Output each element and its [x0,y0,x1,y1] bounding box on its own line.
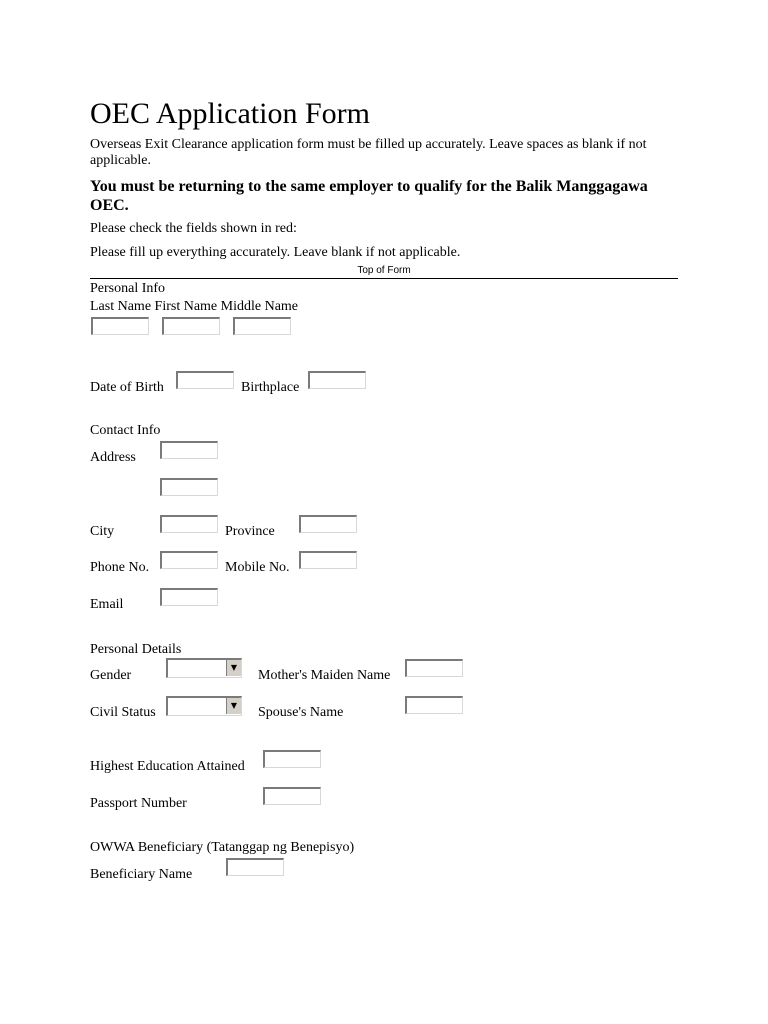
highest-education-label: Highest Education Attained [90,759,245,774]
intro-text: Overseas Exit Clearance application form must be filled up accurately. Leave spaces as blank if not applicable. [90,137,647,168]
address-line1-input[interactable] [160,441,218,459]
city-label: City [90,524,115,539]
beneficiary-name-label: Beneficiary Name [90,867,193,882]
date-of-birth-input[interactable] [176,371,234,389]
fill-note: Please fill up everything accurately. Leave blank if not applicable. [90,245,461,260]
email-input[interactable] [160,588,218,606]
province-input[interactable] [299,515,357,533]
civil-status-label: Civil Status [90,705,156,720]
highest-education-input[interactable] [263,750,321,768]
first-name-label: First Name [154,299,218,314]
personal-info-heading: Personal Info [90,281,166,296]
chevron-down-icon[interactable]: ▼ [226,698,241,714]
name-labels [90,298,298,315]
city-input[interactable] [160,515,218,533]
beneficiary-name-input[interactable] [226,858,284,876]
mobile-label: Mobile No. [225,560,290,575]
balik-notice: You must be returning to the same employer to qualify for the Balik Manggagawa OEC. [90,178,648,214]
first-name-input[interactable] [162,317,220,335]
address-line2-input[interactable] [160,478,218,496]
date-of-birth-label: Date of Birth [90,380,164,395]
form-divider [90,278,678,279]
gender-select[interactable] [166,658,242,678]
personal-details-heading: Personal Details [90,642,182,657]
mothers-maiden-name-input[interactable] [405,659,463,677]
phone-input[interactable] [160,551,218,569]
birthplace-input[interactable] [308,371,366,389]
top-of-form-label: Top of Form [357,265,411,276]
phone-label: Phone No. [90,560,150,575]
gender-label: Gender [90,668,132,683]
beneficiary-heading: OWWA Beneficiary (Tatanggap ng Benepisyo) [90,840,355,855]
last-name-input[interactable] [91,317,149,335]
middle-name-label: Middle Name [220,299,299,314]
last-name-label: Last Name [90,299,152,314]
province-label: Province [225,524,275,539]
check-note: Please check the fields shown in red: [90,221,297,236]
passport-number-label: Passport Number [90,796,187,811]
page-title: OEC Application Form [90,97,370,130]
passport-number-input[interactable] [263,787,321,805]
address-label: Address [90,450,136,465]
civil-status-select[interactable] [166,696,242,716]
mothers-maiden-name-label: Mother's Maiden Name [258,668,391,683]
chevron-down-icon[interactable]: ▼ [226,660,241,676]
contact-info-heading: Contact Info [90,423,161,438]
email-label: Email [90,597,124,612]
birthplace-label: Birthplace [241,380,300,395]
spouses-name-label: Spouse's Name [258,705,344,720]
middle-name-input[interactable] [233,317,291,335]
mobile-input[interactable] [299,551,357,569]
spouses-name-input[interactable] [405,696,463,714]
